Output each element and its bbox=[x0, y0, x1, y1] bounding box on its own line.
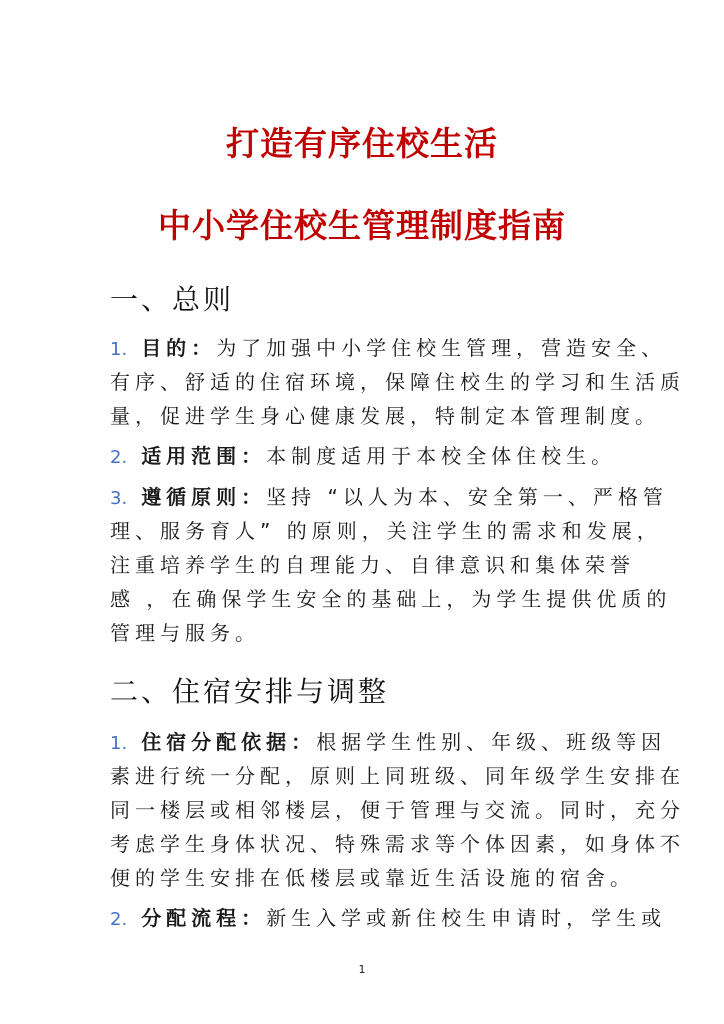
item-label: 适用范围： bbox=[141, 444, 267, 468]
list-number: 2. bbox=[110, 909, 128, 930]
document-subtitle: 中小学住校生管理制度指南 bbox=[158, 206, 566, 245]
item-text: 量，促进学生身心健康发展，特制定本管理制度。 bbox=[110, 404, 660, 428]
document-title: 打造有序住校生活 bbox=[226, 124, 498, 163]
text-line bbox=[110, 548, 635, 582]
text-line bbox=[110, 582, 672, 616]
item-text: 注重培养学生的自理能力、自律意识和集体荣誉 bbox=[110, 553, 635, 577]
item-text: 素进行统一分配，原则上同班级、同年级学生安排在 bbox=[110, 764, 685, 788]
text-line bbox=[110, 901, 667, 935]
item-text: 考虑学生身体状况、特殊需求等个体因素，如身体不 bbox=[110, 832, 685, 856]
text-line bbox=[110, 399, 660, 433]
item-label: 分配流程： bbox=[141, 906, 267, 930]
list-number: 1. bbox=[110, 733, 128, 754]
item-text: 根据学生性别、年级、班级等因 bbox=[316, 730, 667, 754]
list-number: 1. bbox=[110, 339, 128, 360]
section-heading: 一、总则 bbox=[110, 283, 235, 316]
item-text: 理、服务育人” 的原则，关注学生的需求和发展， bbox=[110, 519, 662, 543]
item-text: 感 ，在确保学生安全的基础上，为学生提供优质的 bbox=[110, 587, 672, 611]
item-text: 便的学生安排在低楼层或靠近生活设施的宿舍。 bbox=[110, 866, 635, 890]
text-line bbox=[110, 725, 667, 759]
item-label: 目的： bbox=[141, 336, 217, 360]
item-text: 新生入学或新住校生申请时，学生或 bbox=[266, 906, 667, 930]
text-line bbox=[110, 793, 685, 827]
item-text: 管理与服务。 bbox=[110, 621, 260, 645]
text-line bbox=[110, 861, 635, 895]
list-item bbox=[110, 480, 672, 650]
text-line bbox=[110, 365, 685, 399]
text-line bbox=[110, 616, 620, 650]
text-line bbox=[110, 827, 685, 861]
text-line bbox=[110, 759, 685, 793]
item-text: 坚持 “以人为本、安全第一、严格管 bbox=[266, 485, 668, 509]
text-line bbox=[110, 439, 620, 473]
text-line bbox=[110, 514, 662, 548]
item-text: 有序、舒适的住宿环境，保障住校生的学习和生活质 bbox=[110, 370, 685, 394]
list-item bbox=[110, 901, 667, 935]
item-text: 本制度适用于本校全体住校生。 bbox=[266, 444, 617, 468]
list-item bbox=[110, 439, 620, 473]
list-item bbox=[110, 331, 685, 433]
item-text: 同一楼层或相邻楼层，便于管理与交流。同时，充分 bbox=[110, 798, 685, 822]
text-line bbox=[110, 331, 667, 365]
list-number: 2. bbox=[110, 447, 128, 468]
item-label: 住宿分配依据： bbox=[141, 730, 317, 754]
item-text: 为了加强中小学住校生管理，营造安全、 bbox=[216, 336, 667, 360]
list-number: 3. bbox=[110, 488, 128, 509]
item-label: 遵循原则： bbox=[141, 485, 267, 509]
section-heading: 二、住宿安排与调整 bbox=[110, 675, 390, 708]
page-number: 1 bbox=[358, 963, 366, 976]
text-line bbox=[110, 480, 668, 514]
list-item bbox=[110, 725, 685, 895]
